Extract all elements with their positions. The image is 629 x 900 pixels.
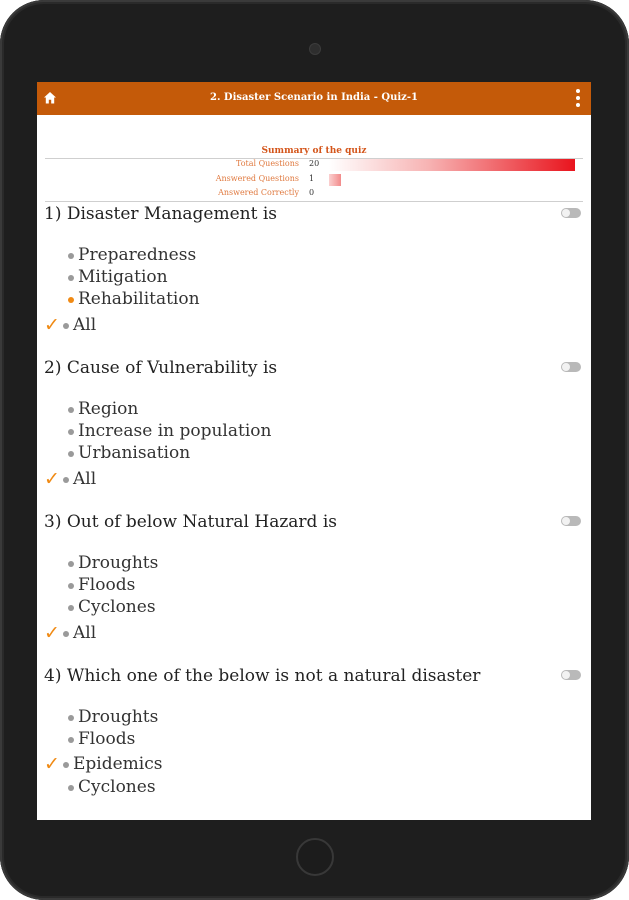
toggle-knob (562, 671, 570, 679)
bullet-icon (68, 275, 74, 281)
checkmark-icon: ✓ (44, 314, 60, 336)
answer-toggle[interactable] (561, 670, 581, 680)
option-label: Cyclones (78, 597, 156, 617)
option-item-correct[interactable] (37, 754, 591, 776)
toggle-knob (562, 517, 570, 525)
bullet-icon (68, 407, 74, 413)
option-item[interactable] (37, 553, 591, 575)
option-item[interactable] (37, 597, 591, 619)
more-vert-icon[interactable] (575, 88, 581, 108)
summary-value: 1 (309, 174, 315, 183)
option-label: Urbanisation (78, 443, 191, 463)
summary-row-correct (37, 187, 591, 201)
option-item[interactable] (37, 707, 591, 729)
option-label: Droughts (78, 707, 159, 727)
summary-bar-fill (329, 174, 341, 186)
option-label: Increase in population (78, 421, 272, 441)
checkmark-icon: ✓ (44, 622, 60, 644)
bullet-icon (63, 762, 69, 768)
option-item[interactable] (37, 575, 591, 597)
checkmark-icon: ✓ (44, 468, 60, 490)
option-label: Cyclones (78, 777, 156, 797)
option-item[interactable] (37, 421, 591, 443)
bullet-icon (68, 737, 74, 743)
option-label: Rehabilitation (78, 289, 200, 309)
option-label: Preparedness (78, 245, 197, 265)
question-text: 1) Disaster Management is (44, 204, 278, 224)
option-label: Epidemics (73, 754, 163, 774)
option-item[interactable] (37, 729, 591, 751)
app-screen (37, 82, 591, 820)
quiz-summary (37, 144, 591, 204)
app-bar (37, 82, 591, 115)
toggle-knob (562, 363, 570, 371)
option-item[interactable] (37, 399, 591, 421)
home-hardware-button[interactable] (296, 838, 334, 876)
summary-label: Total Questions (235, 159, 299, 168)
answer-toggle[interactable] (561, 208, 581, 218)
option-label: Floods (78, 729, 136, 749)
summary-row-total (37, 158, 591, 172)
toggle-knob (562, 209, 570, 217)
option-label: Mitigation (78, 267, 168, 287)
option-label: Floods (78, 575, 136, 595)
page-title: 2. Disaster Scenario in India - Quiz-1 (210, 92, 418, 103)
summary-label: Answered Questions (215, 174, 299, 183)
option-item[interactable] (37, 777, 591, 799)
option-label: All (73, 315, 97, 335)
summary-row-answered (37, 173, 591, 187)
bullet-icon (63, 323, 69, 329)
bullet-icon (68, 253, 74, 259)
option-item-correct[interactable] (37, 315, 591, 337)
bullet-icon (63, 631, 69, 637)
bullet-icon (68, 561, 74, 567)
bullet-icon (68, 451, 74, 457)
summary-bar-fill (329, 159, 575, 171)
option-label: Droughts (78, 553, 159, 573)
summary-title: Summary of the quiz (261, 146, 367, 156)
option-item-correct[interactable] (37, 623, 591, 645)
bullet-icon (68, 715, 74, 721)
bullet-icon (68, 429, 74, 435)
option-label: Region (78, 399, 139, 419)
checkmark-icon: ✓ (44, 753, 60, 775)
option-item-correct[interactable] (37, 469, 591, 491)
option-label: All (73, 623, 97, 643)
summary-value: 20 (309, 159, 320, 168)
divider (45, 201, 583, 202)
option-item[interactable] (37, 267, 591, 289)
summary-label: Answered Correctly (218, 188, 299, 197)
summary-bar (329, 159, 575, 171)
selected-bullet-icon (68, 297, 74, 303)
question-text: 4) Which one of the below is not a natural disaster (44, 666, 481, 686)
bullet-icon (68, 583, 74, 589)
option-item[interactable] (37, 443, 591, 465)
home-icon[interactable] (43, 91, 57, 105)
option-label: All (73, 469, 97, 489)
summary-bar (329, 174, 575, 186)
option-item[interactable] (37, 245, 591, 267)
question-text: 2) Cause of Vulnerability is (44, 358, 278, 378)
camera (310, 44, 320, 54)
answer-toggle[interactable] (561, 362, 581, 372)
bullet-icon (63, 477, 69, 483)
option-item-selected[interactable] (37, 289, 591, 311)
bullet-icon (68, 785, 74, 791)
bullet-icon (68, 605, 74, 611)
summary-value: 0 (309, 188, 315, 197)
question-text: 3) Out of below Natural Hazard is (44, 512, 337, 532)
summary-bar (329, 188, 575, 200)
answer-toggle[interactable] (561, 516, 581, 526)
